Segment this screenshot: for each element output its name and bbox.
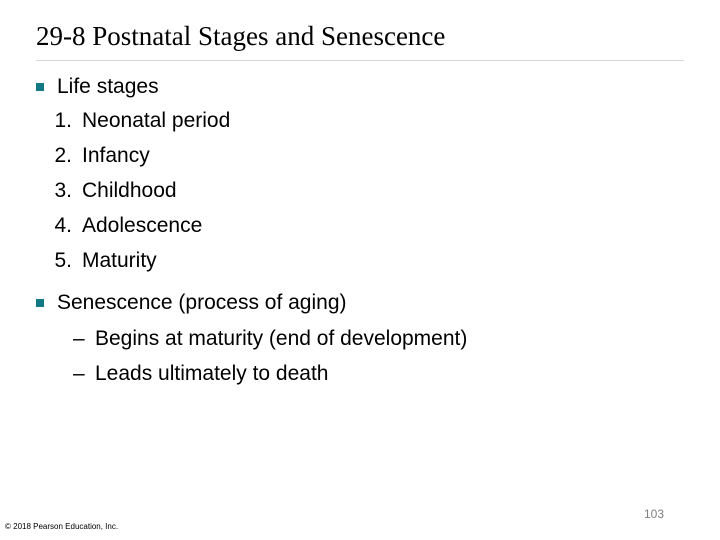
page-number: 103 <box>643 507 664 521</box>
square-bullet-icon <box>36 83 44 91</box>
dash-marker: – <box>73 327 85 350</box>
square-bullet-icon <box>36 299 44 307</box>
list-number: 5. <box>54 249 72 272</box>
list-item-label: Neonatal period <box>82 109 231 132</box>
list-item-label: Adolescence <box>82 214 203 237</box>
title-divider <box>36 60 684 61</box>
slide-title: 29-8 Postnatal Stages and Senescence <box>36 21 446 51</box>
list-item-label: Infancy <box>82 144 150 167</box>
dash-marker: – <box>73 362 85 385</box>
copyright-notice: © 2018 Pearson Education, Inc. <box>5 522 119 531</box>
sub-item-label: Leads ultimately to death <box>95 362 329 385</box>
list-item-label: Maturity <box>82 249 157 272</box>
bullet-text: Life stages <box>57 75 159 98</box>
list-number: 3. <box>54 179 72 202</box>
list-number: 1. <box>54 109 72 132</box>
list-number: 4. <box>54 214 72 237</box>
list-number: 2. <box>54 144 72 167</box>
bullet-text: Senescence (process of aging) <box>57 291 347 314</box>
list-item-label: Childhood <box>82 179 177 202</box>
sub-item-label: Begins at maturity (end of development) <box>95 327 468 350</box>
